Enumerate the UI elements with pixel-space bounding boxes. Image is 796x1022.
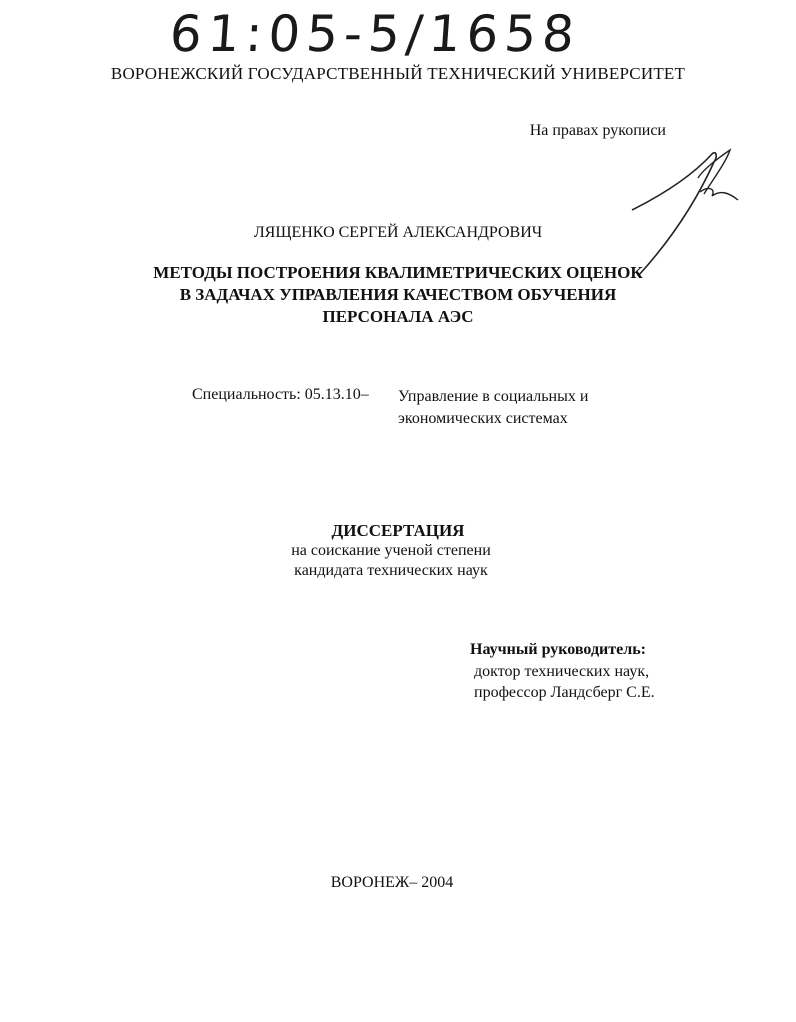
rights-note: На правах рукописи — [529, 122, 666, 139]
signature-icon — [620, 148, 740, 278]
specialty-line: Управление в социальных и — [398, 388, 589, 405]
advisor-line: профессор Ландсберг С.Е. — [474, 684, 655, 701]
advisor-heading: Научный руководитель: — [470, 641, 646, 658]
specialty-line: экономических системах — [398, 410, 568, 427]
dissertation-title — [90, 262, 706, 328]
degree-line: кандидата технических наук — [294, 562, 488, 579]
specialty-description — [398, 386, 588, 430]
degree-description — [0, 541, 782, 581]
advisor-line: доктор технических наук, — [474, 663, 650, 680]
title-line: В ЗАДАЧАХ УПРАВЛЕНИЯ КАЧЕСТВОМ ОБУЧЕНИЯ — [179, 285, 617, 304]
university-name: ВОРОНЕЖСКИЙ ГОСУДАРСТВЕННЫЙ ТЕХНИЧЕСКИЙ УНИВЕРСИТЕТ — [110, 64, 686, 83]
handwritten-catalog-code: 61:05-5/1658 — [167, 5, 583, 63]
author-name: ЛЯЩЕНКО СЕРГЕЙ АЛЕКСАНДРОВИЧ — [253, 224, 543, 241]
specialty-label: Специальность: 05.13.10– — [192, 386, 369, 403]
title-line: МЕТОДЫ ПОСТРОЕНИЯ КВАЛИМЕТРИЧЕСКИХ ОЦЕНОК — [153, 263, 643, 282]
degree-line: на соискание ученой степени — [291, 542, 491, 559]
advisor-details — [474, 661, 655, 703]
dissertation-heading: ДИССЕРТАЦИЯ — [331, 521, 465, 540]
title-line: ПЕРСОНАЛА АЭС — [322, 307, 474, 326]
city-year: ВОРОНЕЖ– 2004 — [330, 874, 454, 891]
